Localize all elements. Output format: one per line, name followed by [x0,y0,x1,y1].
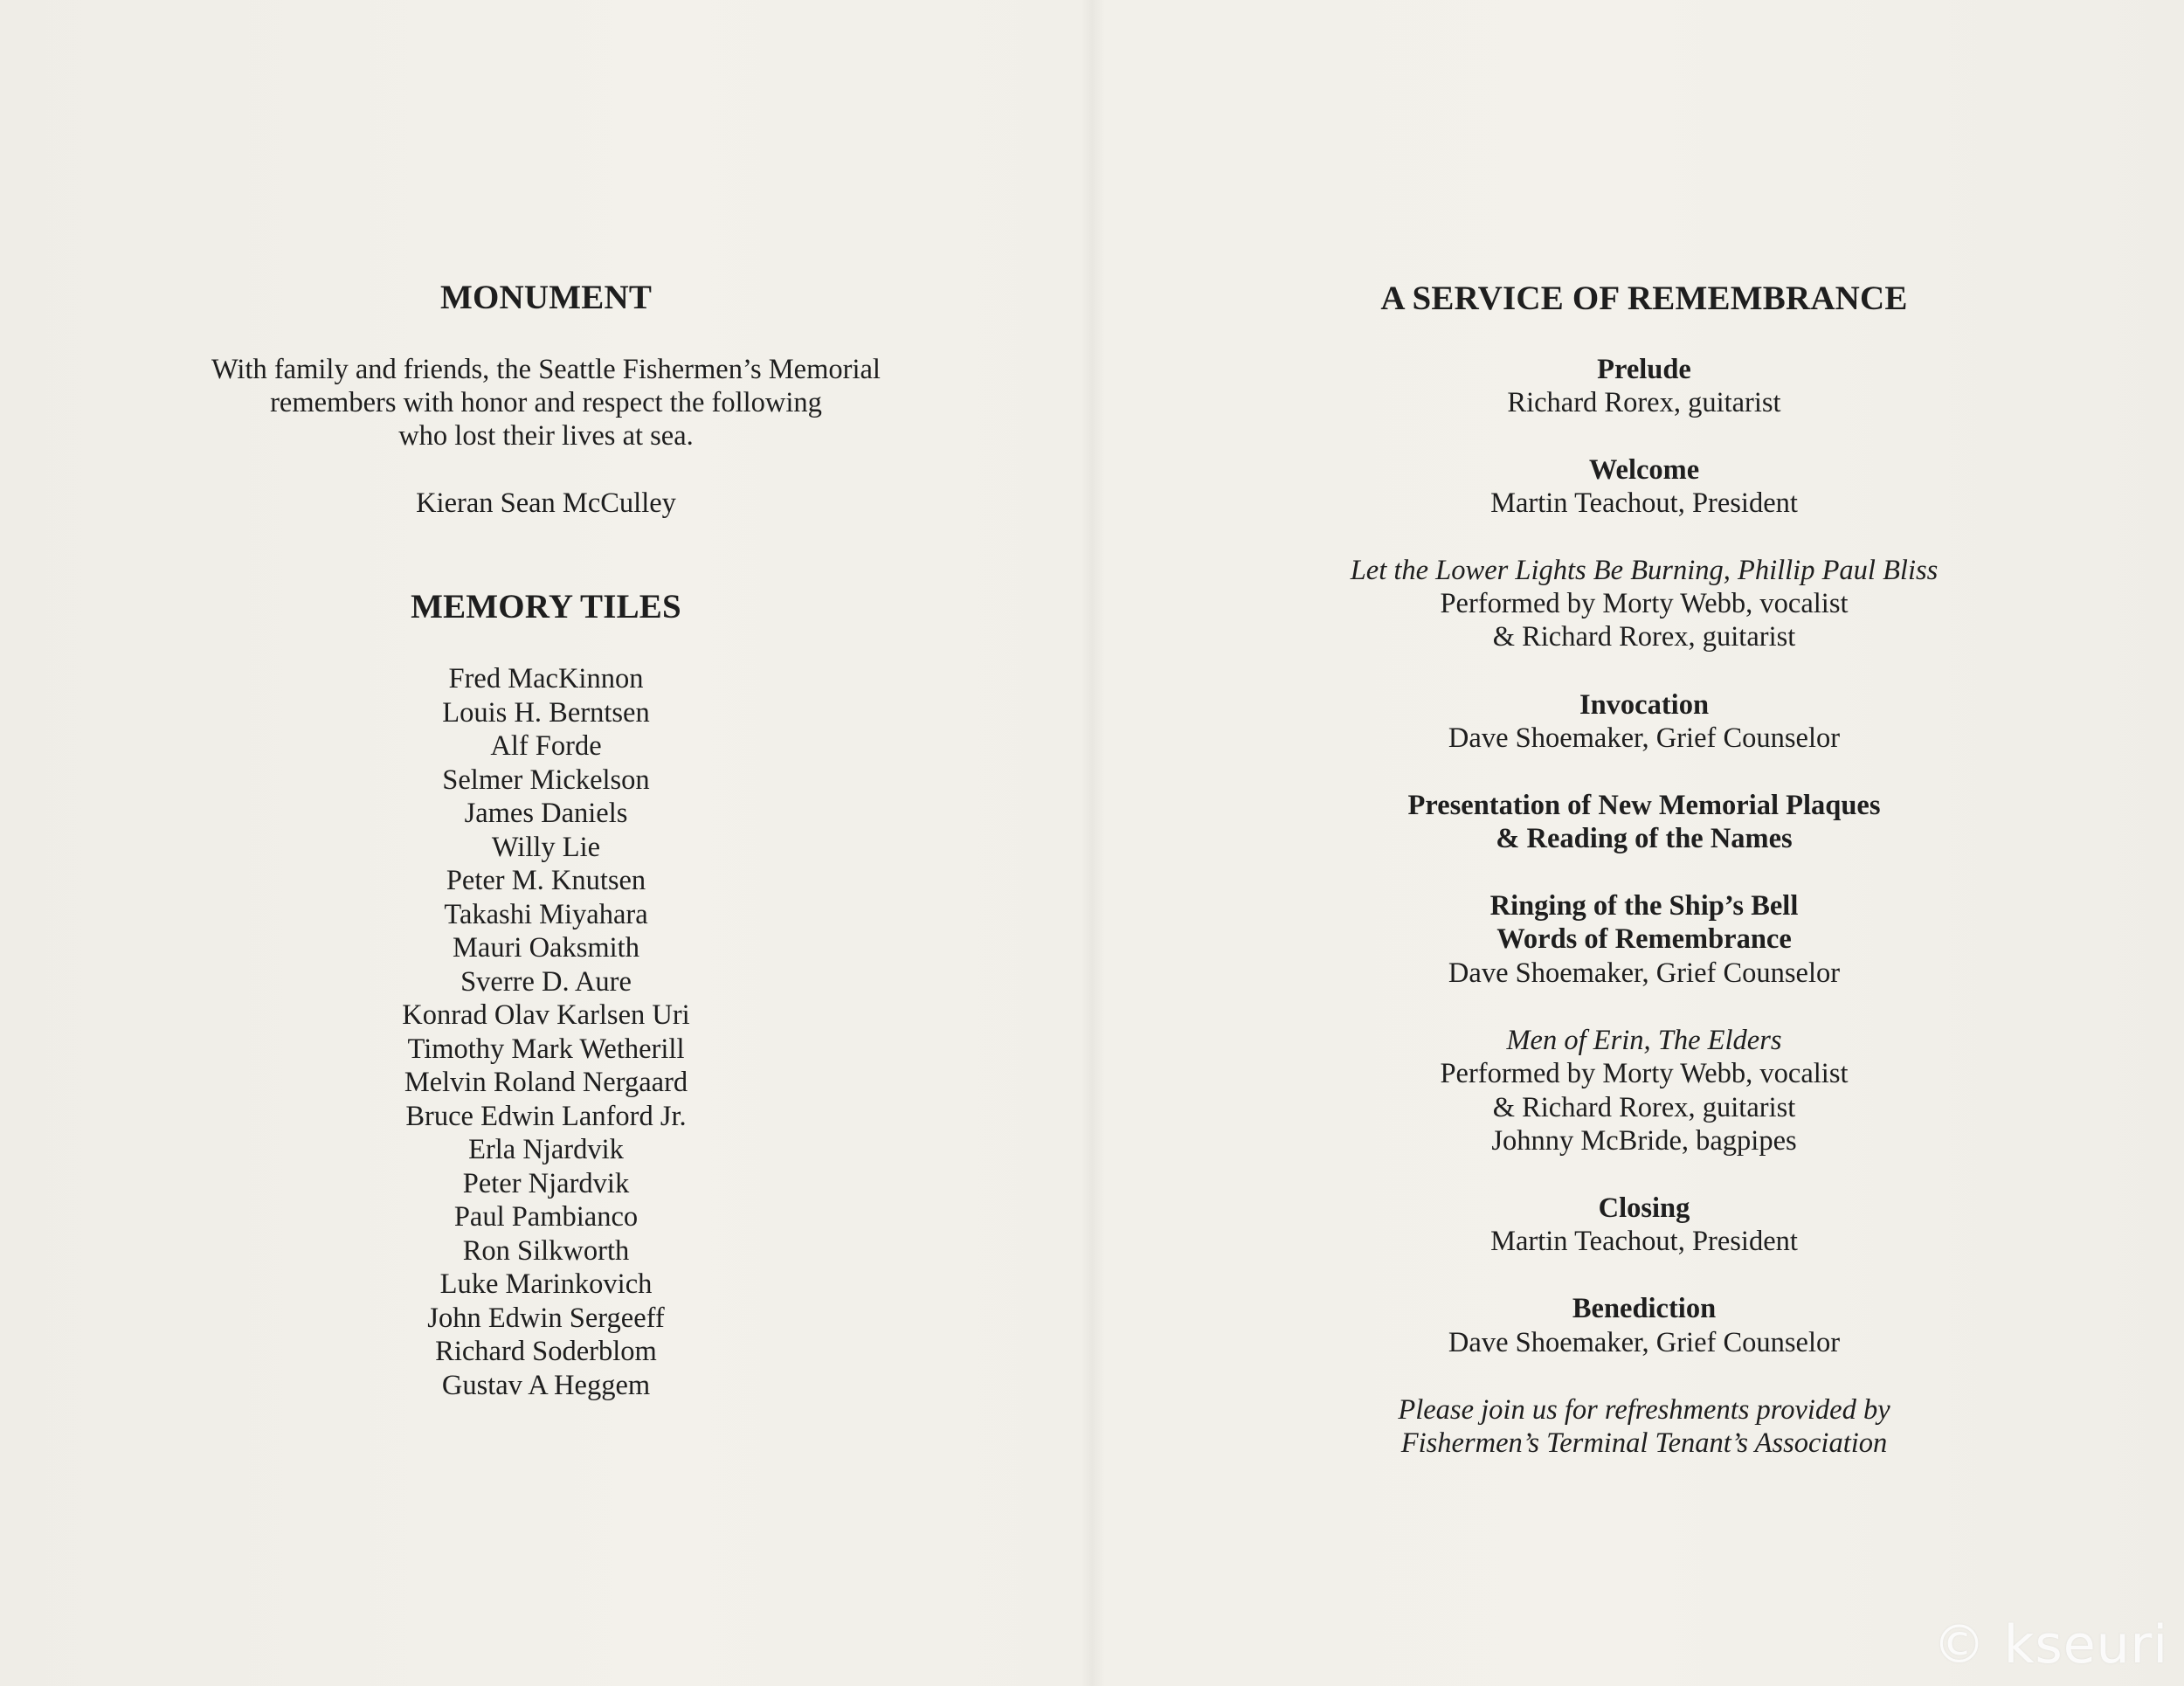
service-item-detail: Performed by Morty Webb, vocalist [1440,588,1849,619]
memory-tile-name: John Edwin Sergeeff [427,1302,665,1334]
memory-tile-name: Mauri Oaksmith [453,932,639,964]
memory-tile-name: Bruce Edwin Lanford Jr. [405,1100,687,1132]
service-item-detail: & Richard Rorex, guitarist [1492,1092,1796,1123]
refreshments-note: Please join us for refreshments provided by [1398,1394,1890,1426]
service-item-heading: Closing [1598,1192,1690,1224]
monument-intro-line: who lost their lives at sea. [398,420,694,452]
memory-tile-name: Sverre D. Aure [460,965,632,998]
service-item-detail: Johnny McBride, bagpipes [1491,1125,1797,1157]
service-item-heading: Ringing of the Ship’s Bell [1489,890,1799,922]
memory-tile-name: Peter Njardvik [462,1167,630,1199]
service-item-heading: Presentation of New Memorial Plaques [1407,790,1881,821]
service-song-title: Let the Lower Lights Be Burning, Phillip Paul Bliss [1350,555,1939,586]
memory-tile-name: Gustav A Heggem [441,1369,651,1401]
memory-tile-name: Louis H. Berntsen [442,696,650,729]
memory-tile-name: Fred MacKinnon [448,663,644,694]
service-item-detail: Dave Shoemaker, Grief Counselor [1448,957,1841,989]
monument-intro-line: With family and friends, the Seattle Fishermen’s Memorial [211,354,881,385]
service-item-heading: Words of Remembrance [1496,923,1792,955]
service-item-heading: Prelude [1597,354,1691,385]
memory-tile-name: Luke Marinkovich [439,1268,653,1300]
memory-tile-name: Paul Pambianco [453,1201,639,1233]
service-item-heading: Benediction [1572,1293,1717,1324]
memory-tile-name: Willy Lie [491,831,601,863]
memory-tiles-title: MEMORY TILES [411,588,681,625]
service-item-detail: Richard Rorex, guitarist [1507,387,1781,418]
monument-title: MONUMENT [439,279,653,316]
service-item-detail: Martin Teachout, President [1490,1226,1798,1257]
memory-tile-name: Ron Silkworth [462,1234,630,1267]
memory-tile-name: Konrad Olav Karlsen Uri [402,999,690,1031]
service-item-detail: & Richard Rorex, guitarist [1492,621,1796,653]
refreshments-note: Fishermen’s Terminal Tenant’s Association [1400,1427,1888,1459]
service-item-heading: Invocation [1579,689,1710,721]
service-item-detail: Martin Teachout, President [1490,487,1798,519]
memory-tile-name: Timothy Mark Wetherill [407,1033,685,1065]
memory-tile-name: Alf Forde [490,730,602,762]
memory-tile-name: Erla Njardvik [468,1134,624,1165]
service-item-detail: Dave Shoemaker, Grief Counselor [1448,1327,1841,1358]
memory-tile-name: Peter M. Knutsen [446,865,646,896]
service-item-heading: Welcome [1588,454,1700,486]
service-item-heading: & Reading of the Names [1496,823,1793,854]
memory-tile-name: Selmer Mickelson [442,764,650,796]
monument-honoree: Kieran Sean McCulley [416,487,676,519]
monument-intro-line: remembers with honor and respect the following [270,387,822,418]
memory-tile-name: Takashi Miyahara [444,898,648,930]
service-item-detail: Performed by Morty Webb, vocalist [1440,1058,1849,1089]
service-song-title: Men of Erin, The Elders [1506,1025,1782,1056]
service-title: A SERVICE OF REMEMBRANCE [1380,280,1908,317]
service-item-detail: Dave Shoemaker, Grief Counselor [1448,722,1841,754]
copyright-watermark: © kseuri [1932,1614,2168,1676]
memory-tile-name: Melvin Roland Nergaard [404,1067,688,1098]
memory-tile-name: James Daniels [464,798,628,829]
memory-tile-name: Richard Soderblom [435,1336,657,1367]
